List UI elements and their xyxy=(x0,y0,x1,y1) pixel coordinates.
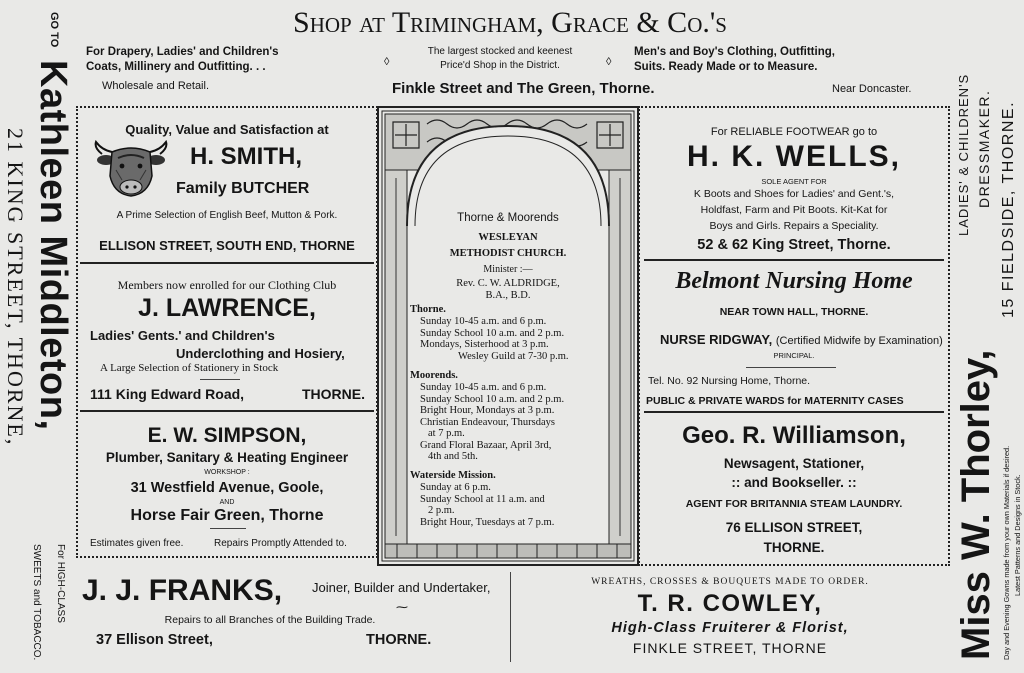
church-name-2: METHODIST CHURCH. xyxy=(449,248,567,259)
bottom-divider-vertical xyxy=(510,572,511,662)
belmont-nurse xyxy=(660,332,943,347)
wells-line-1: K Boots and Shoes for Ladies' and Gent.'s, xyxy=(693,188,895,200)
header-left-line-2: Coats, Millinery and Outfitting. . . xyxy=(86,61,266,73)
wells-intro: For RELIABLE FOOTWEAR go to xyxy=(710,126,878,138)
cowley-address: FINKLE STREET, THORNE xyxy=(632,640,828,656)
lawrence-line-1: Ladies' Gents.' and Children's xyxy=(90,328,275,343)
wells-name: H. K. WELLS, xyxy=(687,140,901,173)
diamond-ornament-left: ◊ xyxy=(384,56,390,68)
lawrence-line-2: Underclothing and Hosiery, xyxy=(176,346,345,361)
church-waterside-services xyxy=(420,482,616,528)
header-address: Finkle Street and The Green, Thorne. xyxy=(392,80,655,97)
service-line: Wesley Guild at 7-30 p.m. xyxy=(458,350,569,362)
franks-repairs: Repairs to all Branches of the Building Trade. xyxy=(164,614,376,626)
thorley-note-1: Day and Evening Gowns made from your own Materials if desired. xyxy=(1002,445,1011,660)
church-moorends-services xyxy=(420,382,616,463)
cowley-name: T. R. COWLEY, xyxy=(637,590,823,617)
header-wholesale: Wholesale and Retail. xyxy=(102,80,210,92)
sweets-tobacco-label: SWEETS and TOBACCO. xyxy=(31,544,42,661)
flourish-lawrence xyxy=(200,379,240,380)
cowley-trade: High-Class Fruiterer & Florist, xyxy=(611,620,849,636)
church-thorne-services xyxy=(420,316,616,362)
service-line: Sunday School at 11 a.m. and xyxy=(420,493,545,505)
lawrence-name: J. LAWRENCE, xyxy=(138,294,316,322)
williamson-address: 76 ELLISON STREET, xyxy=(725,520,863,535)
church-title: Thorne & Moorends xyxy=(457,212,559,224)
go-to-label: GO TO xyxy=(48,12,60,48)
smith-address: ELLISON STREET, SOUTH END, THORNE xyxy=(99,238,355,253)
church-name-1: WESLEYAN xyxy=(478,232,538,243)
wells-line-3: Boys and Girls. Repairs a Speciality. xyxy=(709,220,879,232)
service-line: 4th and 5th. xyxy=(428,451,478,462)
williamson-town: THORNE. xyxy=(763,540,825,555)
belmont-principal: PRINCIPAL. xyxy=(773,351,815,360)
thorley-note-2: Latest Patterns and Designs in Stock. xyxy=(1013,474,1022,596)
header-mid-line-2: Price'd Shop in the District. xyxy=(440,60,560,71)
simpson-trade: Plumber, Sanitary & Heating Engineer xyxy=(105,450,349,465)
williamson-line-1: Newsagent, Stationer, xyxy=(723,456,865,471)
lawrence-town: THORNE. xyxy=(302,386,365,402)
header-right-line-2: Suits. Ready Made or to Measure. xyxy=(634,61,818,73)
service-line: 2 p.m. xyxy=(428,505,455,516)
simpson-name: E. W. SIMPSON, xyxy=(147,424,307,447)
belmont-name: Belmont Nursing Home xyxy=(675,268,913,294)
belmont-near: NEAR TOWN HALL, THORNE. xyxy=(719,306,869,318)
header-title: Shop at Trimingham, Grace & Co.'s xyxy=(293,6,727,39)
franks-address: 37 Ellison Street, xyxy=(96,632,213,648)
belmont-nurse-name: NURSE RIDGWAY, xyxy=(660,332,773,347)
service-line: Christian Endeavour, Thursdays xyxy=(420,416,555,428)
header-left-line-1: For Drapery, Ladies' and Children's xyxy=(86,46,279,58)
williamson-line-2: :: and Bookseller. :: xyxy=(731,475,857,490)
church-minister-1: Rev. C. W. ALDRIDGE, xyxy=(456,278,560,289)
smith-selection: A Prime Selection of English Beef, Mutton & Pork. xyxy=(116,210,338,221)
belmont-certified: (Certified Midwife by Examination) xyxy=(775,335,943,347)
simpson-estimates: Estimates given free. xyxy=(90,538,184,549)
thorley-trade-1: LADIES' & CHILDREN'S xyxy=(956,73,971,236)
franks-trade: Joiner, Builder and Undertaker, xyxy=(312,580,491,595)
belmont-wards: PUBLIC & PRIVATE WARDS for MATERNITY CASES xyxy=(646,395,904,407)
kathleen-middleton-address: 21 KING STREET, THORNE, xyxy=(3,128,28,447)
simpson-and: AND xyxy=(219,499,235,506)
williamson-name: Geo. R. Williamson, xyxy=(682,422,906,449)
church-thorne-heading: Thorne. xyxy=(410,304,446,315)
cowley-wreaths: WREATHS, CROSSES & BOUQUETS MADE TO ORDER. xyxy=(591,577,869,587)
bull-head-illustration xyxy=(92,140,170,198)
simpson-address-2: Horse Fair Green, Thorne xyxy=(130,507,324,524)
header-near: Near Doncaster. xyxy=(832,83,912,95)
smith-trade: Family BUTCHER xyxy=(176,180,310,197)
smith-tagline: Quality, Value and Satisfaction at xyxy=(125,122,329,137)
wells-agent: SOLE AGENT FOR xyxy=(761,177,827,186)
church-minister-label: Minister :— xyxy=(483,264,533,275)
church-minister-2: B.A., B.D. xyxy=(485,290,531,301)
divider-lawrence xyxy=(80,410,374,412)
header-mid-line-1: The largest stocked and keenest xyxy=(427,46,573,57)
service-line: Bright Hour, Mondays at 3 p.m. xyxy=(420,405,555,416)
franks-town: THORNE. xyxy=(366,632,432,648)
divider-belmont xyxy=(644,411,944,413)
wells-line-2: Holdfast, Farm and Pit Boots. Kit-Kat for xyxy=(700,204,888,216)
smith-name: H. SMITH, xyxy=(190,143,302,170)
service-line: Sunday School 10 a.m. and 2 p.m. xyxy=(420,393,565,405)
service-line: Grand Floral Bazaar, April 3rd, xyxy=(420,439,552,451)
lawrence-line-3: A Large Selection of Stationery in Stock xyxy=(100,362,279,374)
church-moorends-heading: Moorends. xyxy=(410,370,458,381)
service-line: Sunday at 6 p.m. xyxy=(420,482,491,493)
diamond-ornament-right: ◊ xyxy=(606,56,612,68)
simpson-address-1: 31 Westfield Avenue, Goole, xyxy=(130,480,324,496)
header-right-line-1: Men's and Boy's Clothing, Outfitting, xyxy=(634,46,835,58)
wells-address: 52 & 62 King Street, Thorne. xyxy=(697,237,891,253)
flourish-franks: ⁓ xyxy=(396,600,408,614)
service-line: at 7 p.m. xyxy=(428,428,465,439)
service-line: Mondays, Sisterhood at 3 p.m. xyxy=(420,339,549,350)
service-line: Sunday 10-45 a.m. and 6 p.m. xyxy=(420,316,547,327)
flourish-belmont xyxy=(746,367,836,368)
lawrence-club: Members now enrolled for our Clothing Club xyxy=(117,278,337,292)
service-line: Bright Hour, Tuesdays at 7 p.m. xyxy=(420,516,555,528)
belmont-tel: Tel. No. 92 Nursing Home, Thorne. xyxy=(648,375,811,387)
thorley-trade-2: DRESSMAKER. xyxy=(976,89,992,208)
thorley-name: Miss W. Thorley, xyxy=(954,349,998,660)
divider-smith xyxy=(80,262,374,264)
service-line: Sunday School 10 a.m. and 2 p.m. xyxy=(420,327,565,339)
lawrence-address: 111 King Edward Road, xyxy=(90,386,245,402)
simpson-workshop: WORKSHOP : xyxy=(204,469,250,476)
thorley-address: 15 FIELDSIDE, THORNE. xyxy=(1000,100,1017,318)
church-waterside-heading: Waterside Mission. xyxy=(410,470,496,481)
kathleen-middleton-name: Kathleen Middleton, xyxy=(32,60,74,431)
franks-name: J. J. FRANKS, xyxy=(82,574,283,607)
williamson-agent: AGENT FOR BRITANNIA STEAM LAUNDRY. xyxy=(685,498,903,510)
simpson-repairs: Repairs Promptly Attended to. xyxy=(214,538,347,549)
service-line: Sunday 10-45 a.m. and 6 p.m. xyxy=(420,382,547,393)
flourish-simpson xyxy=(210,528,246,529)
divider-wells xyxy=(644,259,944,261)
high-class-label: For HIGH-CLASS xyxy=(55,544,66,623)
